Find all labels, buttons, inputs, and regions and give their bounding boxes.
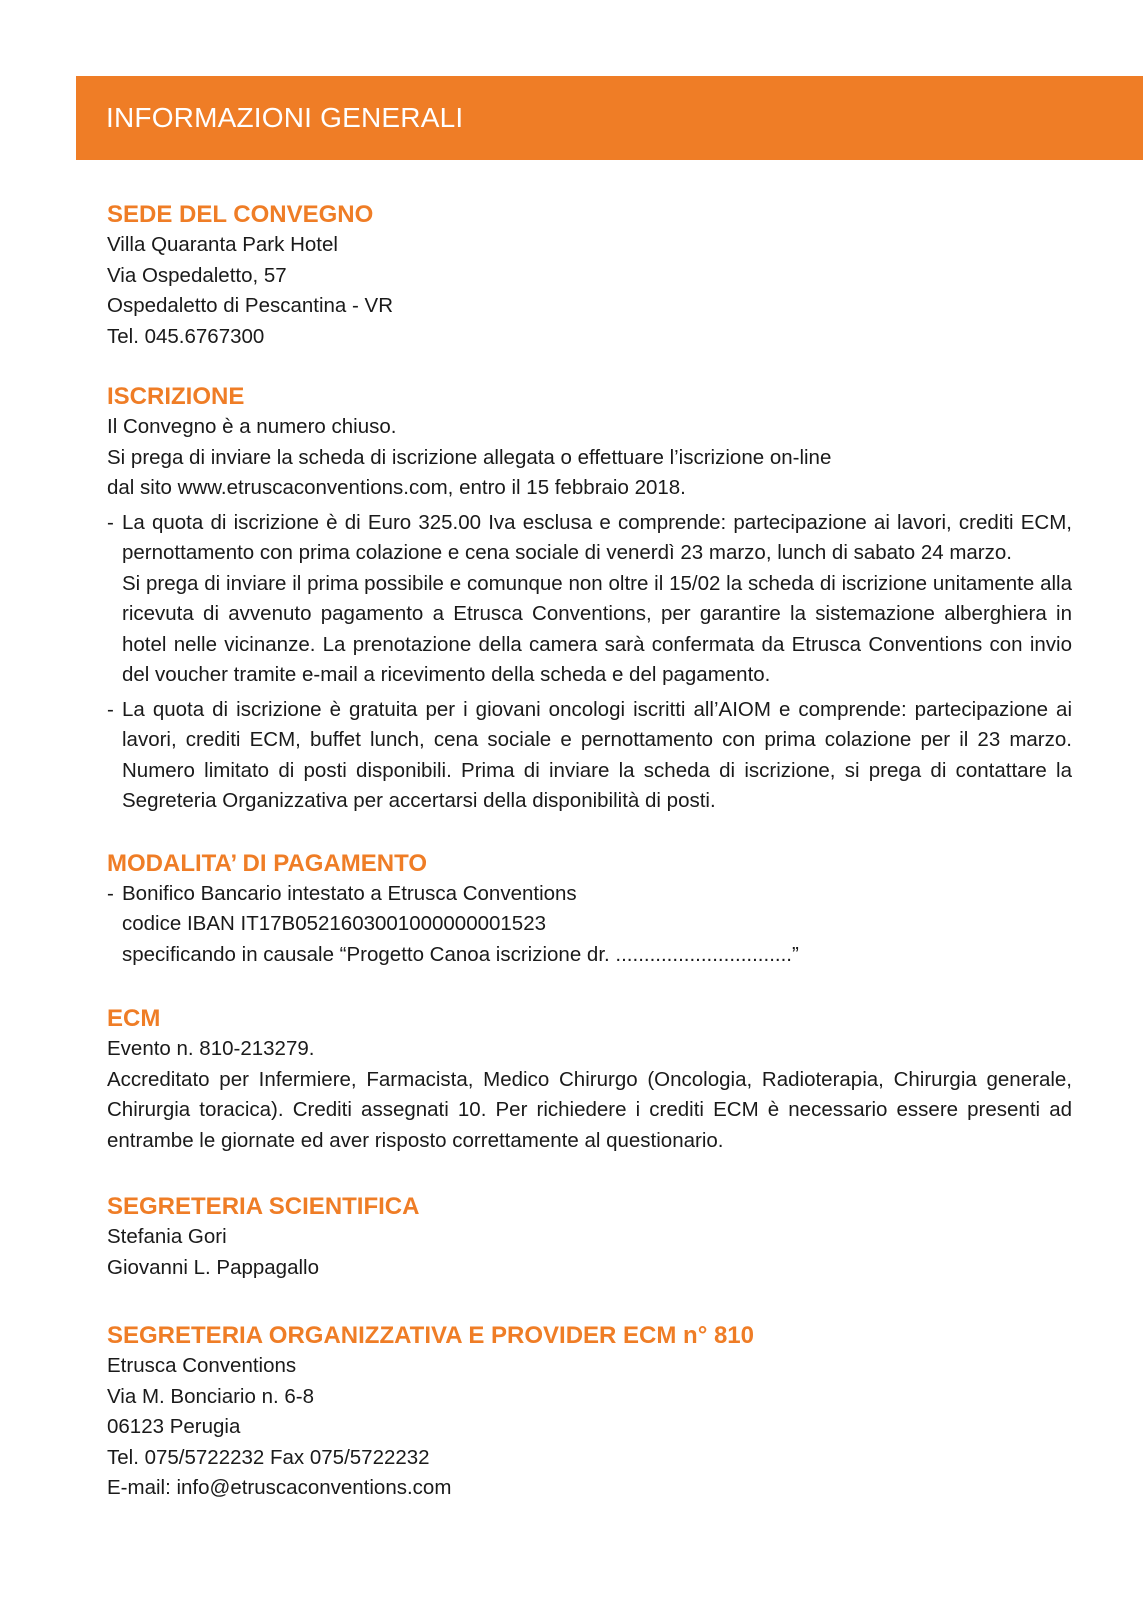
organizer-email: E-mail: info@etruscaconventions.com bbox=[107, 1476, 452, 1499]
causale-text: specificando in causale “Progetto Canoa iscrizione dr. ...............................” bbox=[122, 942, 799, 966]
section-segreteria-scientifica bbox=[107, 1192, 1072, 1283]
venue-phone: Tel. 045.6767300 bbox=[107, 324, 265, 348]
organizer-name: Etrusca Conventions bbox=[107, 1354, 297, 1377]
section-heading: SEDE DEL CONVEGNO bbox=[107, 201, 374, 228]
text-line: Si prega di inviare la scheda di iscrizione allegata o effettuare l’iscrizione on-line bbox=[107, 445, 832, 469]
bullet-dash: - bbox=[107, 510, 114, 534]
section-pagamento bbox=[107, 849, 1072, 971]
text-line: Il Convegno è a numero chiuso. bbox=[107, 415, 397, 438]
venue-city: Ospedaletto di Pescantina - VR bbox=[107, 294, 394, 317]
venue-address: Via Ospedaletto, 57 bbox=[107, 263, 287, 287]
person-name: Giovanni L. Pappagallo bbox=[107, 1255, 319, 1279]
section-segreteria-organizzativa bbox=[107, 1321, 1072, 1504]
bullet-text: La quota di iscrizione è di Euro 325.00 Iva esclusa e comprende: partecipazione ai lavori, crediti ECM, pernottamento con prima colazione e cena sociale di venerdì 23 marzo, lunch di sabato 24 marzo. bbox=[122, 510, 1072, 564]
ecm-text: Accreditato per Infermiere, Farmacista, Medico Chirurgo (Oncologia, Radioterapia, Chirurgia generale, Chirurgia toracica). Crediti assegnati 10. Per richiedere i crediti ECM è necessario essere presenti ad entrambe le giornate ed aver risposto correttamente al questionario. bbox=[107, 1067, 1072, 1152]
section-heading: SEGRETERIA ORGANIZZATIVA E PROVIDER ECM n° 810 bbox=[107, 1322, 755, 1349]
section-iscrizione bbox=[107, 382, 1072, 817]
bullet-dash: - bbox=[107, 881, 114, 905]
organizer-city: 06123 Perugia bbox=[107, 1415, 241, 1438]
bullet-dash: - bbox=[107, 697, 114, 721]
section-ecm bbox=[107, 1004, 1072, 1156]
section-heading: ECM bbox=[107, 1005, 161, 1032]
venue-name: Villa Quaranta Park Hotel bbox=[107, 233, 338, 256]
section-sede bbox=[107, 200, 1072, 352]
bullet-subtext: Si prega di inviare il prima possibile e comunque non oltre il 15/02 la scheda di iscrizione unitamente alla ricevuta di avvenuto pagamento a Etrusca Conventions, per garantire la sistemazione alberghiera in hotel nelle vicinanze. La prenotazione della camera sarà confermata da Etrusca Conventions con invio del voucher tramite e-mail a ricevimento della scheda e del pagamento. bbox=[122, 571, 1072, 686]
person-name: Stefania Gori bbox=[107, 1225, 227, 1248]
section-heading: MODALITA’ DI PAGAMENTO bbox=[107, 849, 428, 877]
organizer-phone-fax: Tel. 075/5722232 Fax 075/5722232 bbox=[107, 1445, 430, 1469]
section-heading: SEGRETERIA SCIENTIFICA bbox=[107, 1193, 420, 1220]
list-item bbox=[107, 508, 1072, 691]
section-heading: ISCRIZIONE bbox=[107, 383, 245, 410]
organizer-address: Via M. Bonciario n. 6-8 bbox=[107, 1384, 315, 1408]
list-item bbox=[107, 695, 1072, 817]
bank-transfer-text: Bonifico Bancario intestato a Etrusca Conventions bbox=[122, 881, 577, 905]
list-item bbox=[107, 879, 1072, 971]
bullet-text: La quota di iscrizione è gratuita per i giovani oncologi iscritti all’AIOM e comprende: partecipazione ai lavori, crediti ECM, buffet lunch, cena sociale e pernottamento con prima colazione per il 23 marzo. Numero limitato di posti disponibili. Prima di inviare la scheda di iscrizione, si prega di contattare la Segreteria Organizzativa per accertarsi della disponibilità di posti. bbox=[122, 697, 1072, 812]
text-line: dal sito www.etruscaconventions.com, entro il 15 febbraio 2018. bbox=[107, 476, 686, 499]
event-number: Evento n. 810-213279. bbox=[107, 1037, 315, 1060]
page-title: INFORMAZIONI GENERALI bbox=[106, 102, 464, 133]
iban-text: codice IBAN IT17B0521603001000000001523 bbox=[122, 912, 547, 935]
document-body bbox=[107, 200, 1072, 1504]
header-banner bbox=[76, 76, 1143, 160]
